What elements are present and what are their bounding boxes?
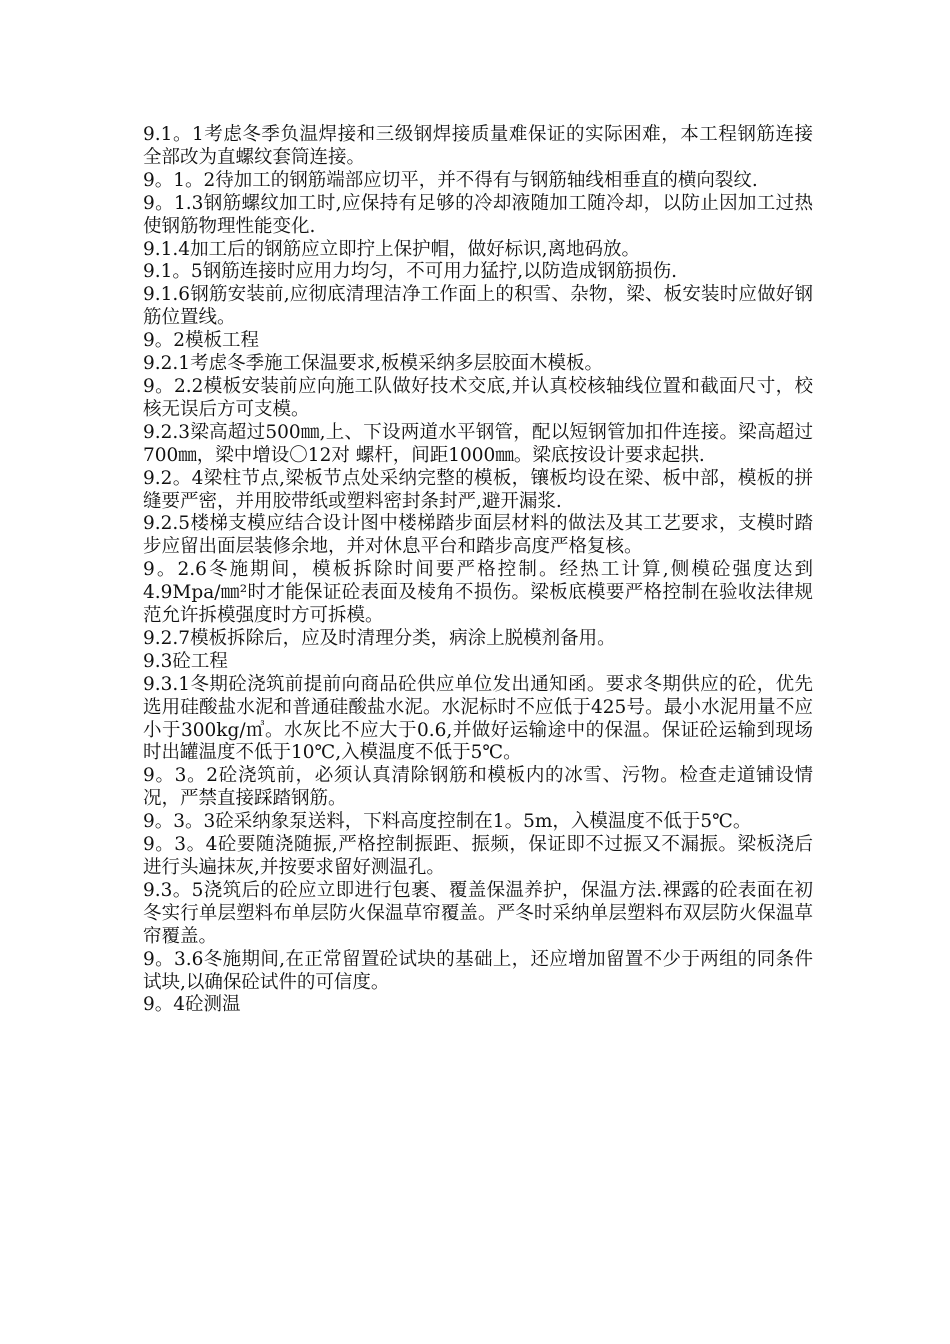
paragraph-9-1-2: 9。1。2待加工的钢筋端部应切平，并不得有与钢筋轴线相垂直的横向裂纹. bbox=[143, 169, 758, 191]
section-heading-9-3: 9.3砼工程 bbox=[143, 650, 228, 672]
paragraph-9-1-3: 9。1.3钢筋螺纹加工时,应保持有足够的冷却液随加工随冷却，以防止因加工过热使钢筋物理性能变化. bbox=[143, 192, 813, 237]
paragraph-9-1-5: 9.1。5钢筋连接时应用力均匀，不可用力猛拧,以防造成钢筋损伤. bbox=[143, 261, 677, 283]
paragraph-9-2-6: 9。2.6冬施期间，模板拆除时间要严格控制。经热工计算,侧模砼强度达到4.9Mpa/㎜²时才能保证砼表面及棱角不损伤。梁板底模要严格控制在验收法律规范允许拆模强度时方可拆模。 bbox=[143, 559, 813, 627]
paragraph-9-2-3: 9.2.3梁高超过500㎜,上、下设两道水平钢管，配以短钢管加扣件连接。梁高超过700㎜，梁中增设〇12对 螺杆，间距1000㎜。梁底按设计要求起拱. bbox=[143, 421, 813, 466]
document-body bbox=[143, 124, 813, 1017]
paragraph-9-2-1: 9.2.1考虑冬季施工保温要求,板模采纳多层胶面木模板。 bbox=[143, 353, 603, 375]
paragraph-9-3-5: 9.3。5浇筑后的砼应立即进行包裹、覆盖保温养护，保温方法.裸露的砼表面在初冬实行单层塑料布单层防火保温草帘覆盖。严冬时采纳单层塑料布双层防火保温草帘覆盖。 bbox=[143, 879, 813, 947]
paragraph-9-2-2: 9。2.2模板安装前应向施工队做好技术交底,并认真校核轴线位置和截面尺寸，校核无误后方可支模。 bbox=[143, 375, 813, 420]
paragraph-9-3-4: 9。3。4砼要随浇随振,严格控制振距、振频，保证即不过振又不漏振。梁板浇后进行头遍抹灰,并按要求留好测温孔。 bbox=[143, 834, 813, 878]
paragraph-9-2-4: 9.2。4梁柱节点,梁板节点处采纳完整的模板，镶板均设在梁、板中部，模板的拼缝要严密，并用胶带纸或塑料密封条封严,避开漏浆. bbox=[143, 467, 813, 512]
paragraph-9-2-7: 9.2.7模板拆除后，应及时清理分类，病涂上脱模剂备用。 bbox=[143, 627, 616, 649]
section-heading-9-4: 9。4砼测温 bbox=[143, 994, 241, 1016]
paragraph-9-3-2: 9。3。2砼浇筑前，必须认真清除钢筋和模板内的冰雪、污物。检查走道铺设情况，严禁直接踩踏钢筋。 bbox=[143, 765, 813, 810]
paragraph-9-3-6: 9。3.6冬施期间,在正常留置砼试块的基础上，还应增加留置不少于两组的同条件试块,以确保砼试件的可信度。 bbox=[143, 948, 813, 993]
paragraph-9-1-6: 9.1.6钢筋安装前,应彻底清理洁净工作面上的积雪、杂物，梁、板安装时应做好钢筋位置线。 bbox=[143, 284, 813, 329]
paragraph-9-1-4: 9.1.4加工后的钢筋应立即拧上保护帽，做好标识,离地码放。 bbox=[143, 238, 640, 260]
paragraph-9-3-3: 9。3。3砼采纳象泵送料，下料高度控制在1。5m，入模温度不低于5℃。 bbox=[143, 811, 752, 833]
paragraph-9-1-1: 9.1。1考虑冬季负温焊接和三级钢焊接质量难保证的实际困难，本工程钢筋连接全部改为直螺纹套筒连接。 bbox=[143, 124, 813, 168]
paragraph-9-3-1: 9.3.1冬期砼浇筑前提前向商品砼供应单位发出通知函。要求冬期供应的砼，优先选用硅酸盐水泥和普通硅酸盐水泥。水泥标时不应低于425号。最小水泥用量不应小于300kg/㎥。水灰比不应大于0.6,并做好运输途中的保温。保证砼运输到现场时出罐温度不低于10℃,入模温度不低于5℃。 bbox=[143, 673, 813, 764]
paragraph-9-2-5: 9.2.5楼梯支模应结合设计图中楼梯踏步面层材料的做法及其工艺要求，支模时踏步应留出面层装修余地，并对休息平台和踏步高度严格复核。 bbox=[143, 513, 813, 558]
section-heading-9-2: 9。2模板工程 bbox=[143, 330, 260, 352]
